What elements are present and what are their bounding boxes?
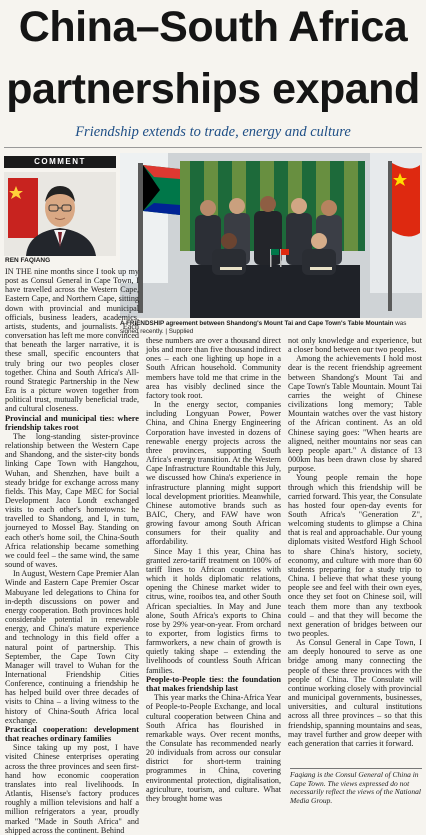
paragraph: Among the achievements I hold most dear is the recent friendship agreement between Shandong's Mount Tai and Cape Town's Table Mountain. Mount Tai carries the weight of Chinese civilizations long memory; Table Mountain watches over the vast history of the African continent. As an old Chinese saying goes: "When hearts are aligned, neither mountains nor seas can keep people apart." A distance of 13 000km has been drawn close by shared purpose. <box>288 354 422 474</box>
paragraph: This year marks the China-Africa Year of People-to-People Exchange, and local cultural cooperation between China and South Africa has flourished in remarkable ways. Over recent months, the Consulate has recommended nearly 20 individuals from across our consular district for short-term training programmes in China, covering environmental protection, digitalisation, agriculture, tourism, and culture. What they brought home was <box>146 693 281 803</box>
signing-ceremony-illustration <box>120 153 422 318</box>
section-heading: Provincial and municipal ties: where friendship takes root <box>5 413 139 432</box>
section-tag: COMMENT <box>4 156 116 168</box>
author-photo <box>4 172 116 256</box>
paragraph: In the energy sector, companies including Longyuan Power, Power China, and China Energy Engineering Corporation have invested in dozens of renewable energy projects across the three provinces, supporting South Africa's energy transition. At the Western Cape Infrastructure Roundtable this July, we discussed how China's experience in infrastructure planning might support local development priorities. Meanwhile, Chinese automotive brands such as BAIC, Chery, and FAW have won growing favour among South African consumers for their quality and affordability. <box>146 400 281 547</box>
author-byline: REN FAQIANG <box>5 257 51 264</box>
author-note: Faqiang is the Consul General of China in Cape Town. The views expressed do not necessarily reflect the views of the National Media Group. <box>290 770 421 805</box>
section-heading: People-to-People ties: the foundation that makes friendship last <box>146 674 281 693</box>
paragraph: these numbers are over a thousand direct jobs and more than five thousand indirect ones – each one lighting up hope in a South African household. Community members have told me that crime in the area has visibly declined since the factory took root. <box>146 336 281 400</box>
paragraph: In August, Western Cape Premier Alan Winde and Eastern Cape Premier Oscar Mabuyane led delegations to China for in-depth discussions on power and energy cooperation. Both provinces hold considerable potential in renewable energy, and China's mature experience and technology in this field offer a natural point of partnership. This September, the Cape Town City Manager will travel to Wuhan for the International Friendship Cities Conference, continuing a friendship he has helped build over three decades of visits to China – a living witness to the history of China-South Africa local exchange. <box>5 569 140 725</box>
article-column-3 <box>288 336 422 748</box>
paragraph: Young people remain the hope through which this friendship will be carried forward. This year, the Consulate has hosted four open-day events for South Africa's "Generation Z", welcoming students to glimpse a China that is real and approachable. Our young diplomats visited Westford High School to share China's history, society, economy, and culture with more than 60 students preparing for a study trip to China. I believe that what these young people see and feel with their own eyes, once they set foot on Chinese soil, will teach them more than any textbook could – and that they will become the next generation of bridges between our two peoples. <box>288 473 422 638</box>
paragraph: Since taking up my post, I have visited Chinese enterprises operating across the three provinces and seen first-hand how economic cooperation translates into real livelihoods. In Atlantis, Hisense's factory produces roughly a million televisions and half a million refrigerators a year, proudly marked "Made in South Africa" and shipped across the continent. Behind <box>5 743 139 835</box>
subheadline: Friendship extends to trade, energy and culture <box>75 124 351 140</box>
caption-rest: was signed recently. <box>120 320 407 335</box>
headline-line-1: China–South Africa <box>18 3 408 51</box>
signing-ceremony-photo <box>120 153 422 318</box>
caption-lead: A FRIENDSHIP agreement between Shandong's Mount Tai and Cape Town's Table Mountain <box>120 320 394 327</box>
article-column-1 <box>5 267 139 835</box>
author-portrait-illustration <box>4 172 116 256</box>
paragraph: The long-standing sister-province relationship between the Western Cape and Shandong, and the sister-city bonds linking Cape Town with Hangzhou, Wuhan, and Shenzhen, have built a steady bridge for exchange across many fields. This May, Cape MEC for Social Development Jaco Londt exchanged visits to each other's hometowns: he travelled to Shandong, and I, in turn, journeyed to Mossel Bay. Standing on each other's home soil, the China-South Africa relationship became something we could feel – the same wind, the same sound of waves. <box>5 431 139 570</box>
paragraph: IN THE nine months since I took up my post as Consul General in Cape Town, I have travelled across the Western Cape, Eastern Cape, and Northern Cape, sitting down with provincial and municipal officials, business leaders, academics, artists, students, and journalists. Each conversation has left me more convinced that beneath the larger narrative, it is these small, specific encounters that truly bring our two peoples closer together. China and South Africa's All-round Strategic Partnership in the New Era is a picture woven together from political trust, mutually beneficial trade, and cultural closeness. <box>5 267 139 414</box>
article-column-2 <box>146 336 281 803</box>
section-heading: Practical cooperation: development that reaches ordinary families <box>5 724 139 744</box>
headline-line-2: partnerships expand <box>6 65 420 113</box>
paragraph: Since May 1 this year, China has granted zero-tariff treatment on 100% of tariff lines to African countries with which it holds diplomatic relations, opening the Chinese market wider to citrus, wine, rooibos tea, and other South African specialties. In May and June alone, South Africa's exports to China rose by 29% year-on-year. From orchard to exporter, from logistics firms to farmworkers, a new chain of growth is quietly taking shape – extending the livelihoods of countless South African families. <box>146 546 281 675</box>
photo-caption: A FRIENDSHIP agreement between Shandong's Mount Tai and Cape Town's Table Mountain was signed recently. | Supplied <box>120 320 407 335</box>
divider-rule <box>4 147 422 148</box>
paragraph: not only knowledge and experience, but a closer bond between our two peoples. <box>288 336 422 355</box>
headline <box>0 4 426 112</box>
caption-credit: Supplied <box>168 328 194 335</box>
paragraph: As Consul General in Cape Town, I am deeply honoured to serve as one bridge among many connecting the people of these three provinces with the people of China. The Consulate will continue working closely with provincial and municipal governments, businesses, universities, and cultural institutions across all three provinces – so that this friendship, spanning mountains and seas, may travel further and grow deeper with each generation that carries it forward. <box>288 638 422 748</box>
